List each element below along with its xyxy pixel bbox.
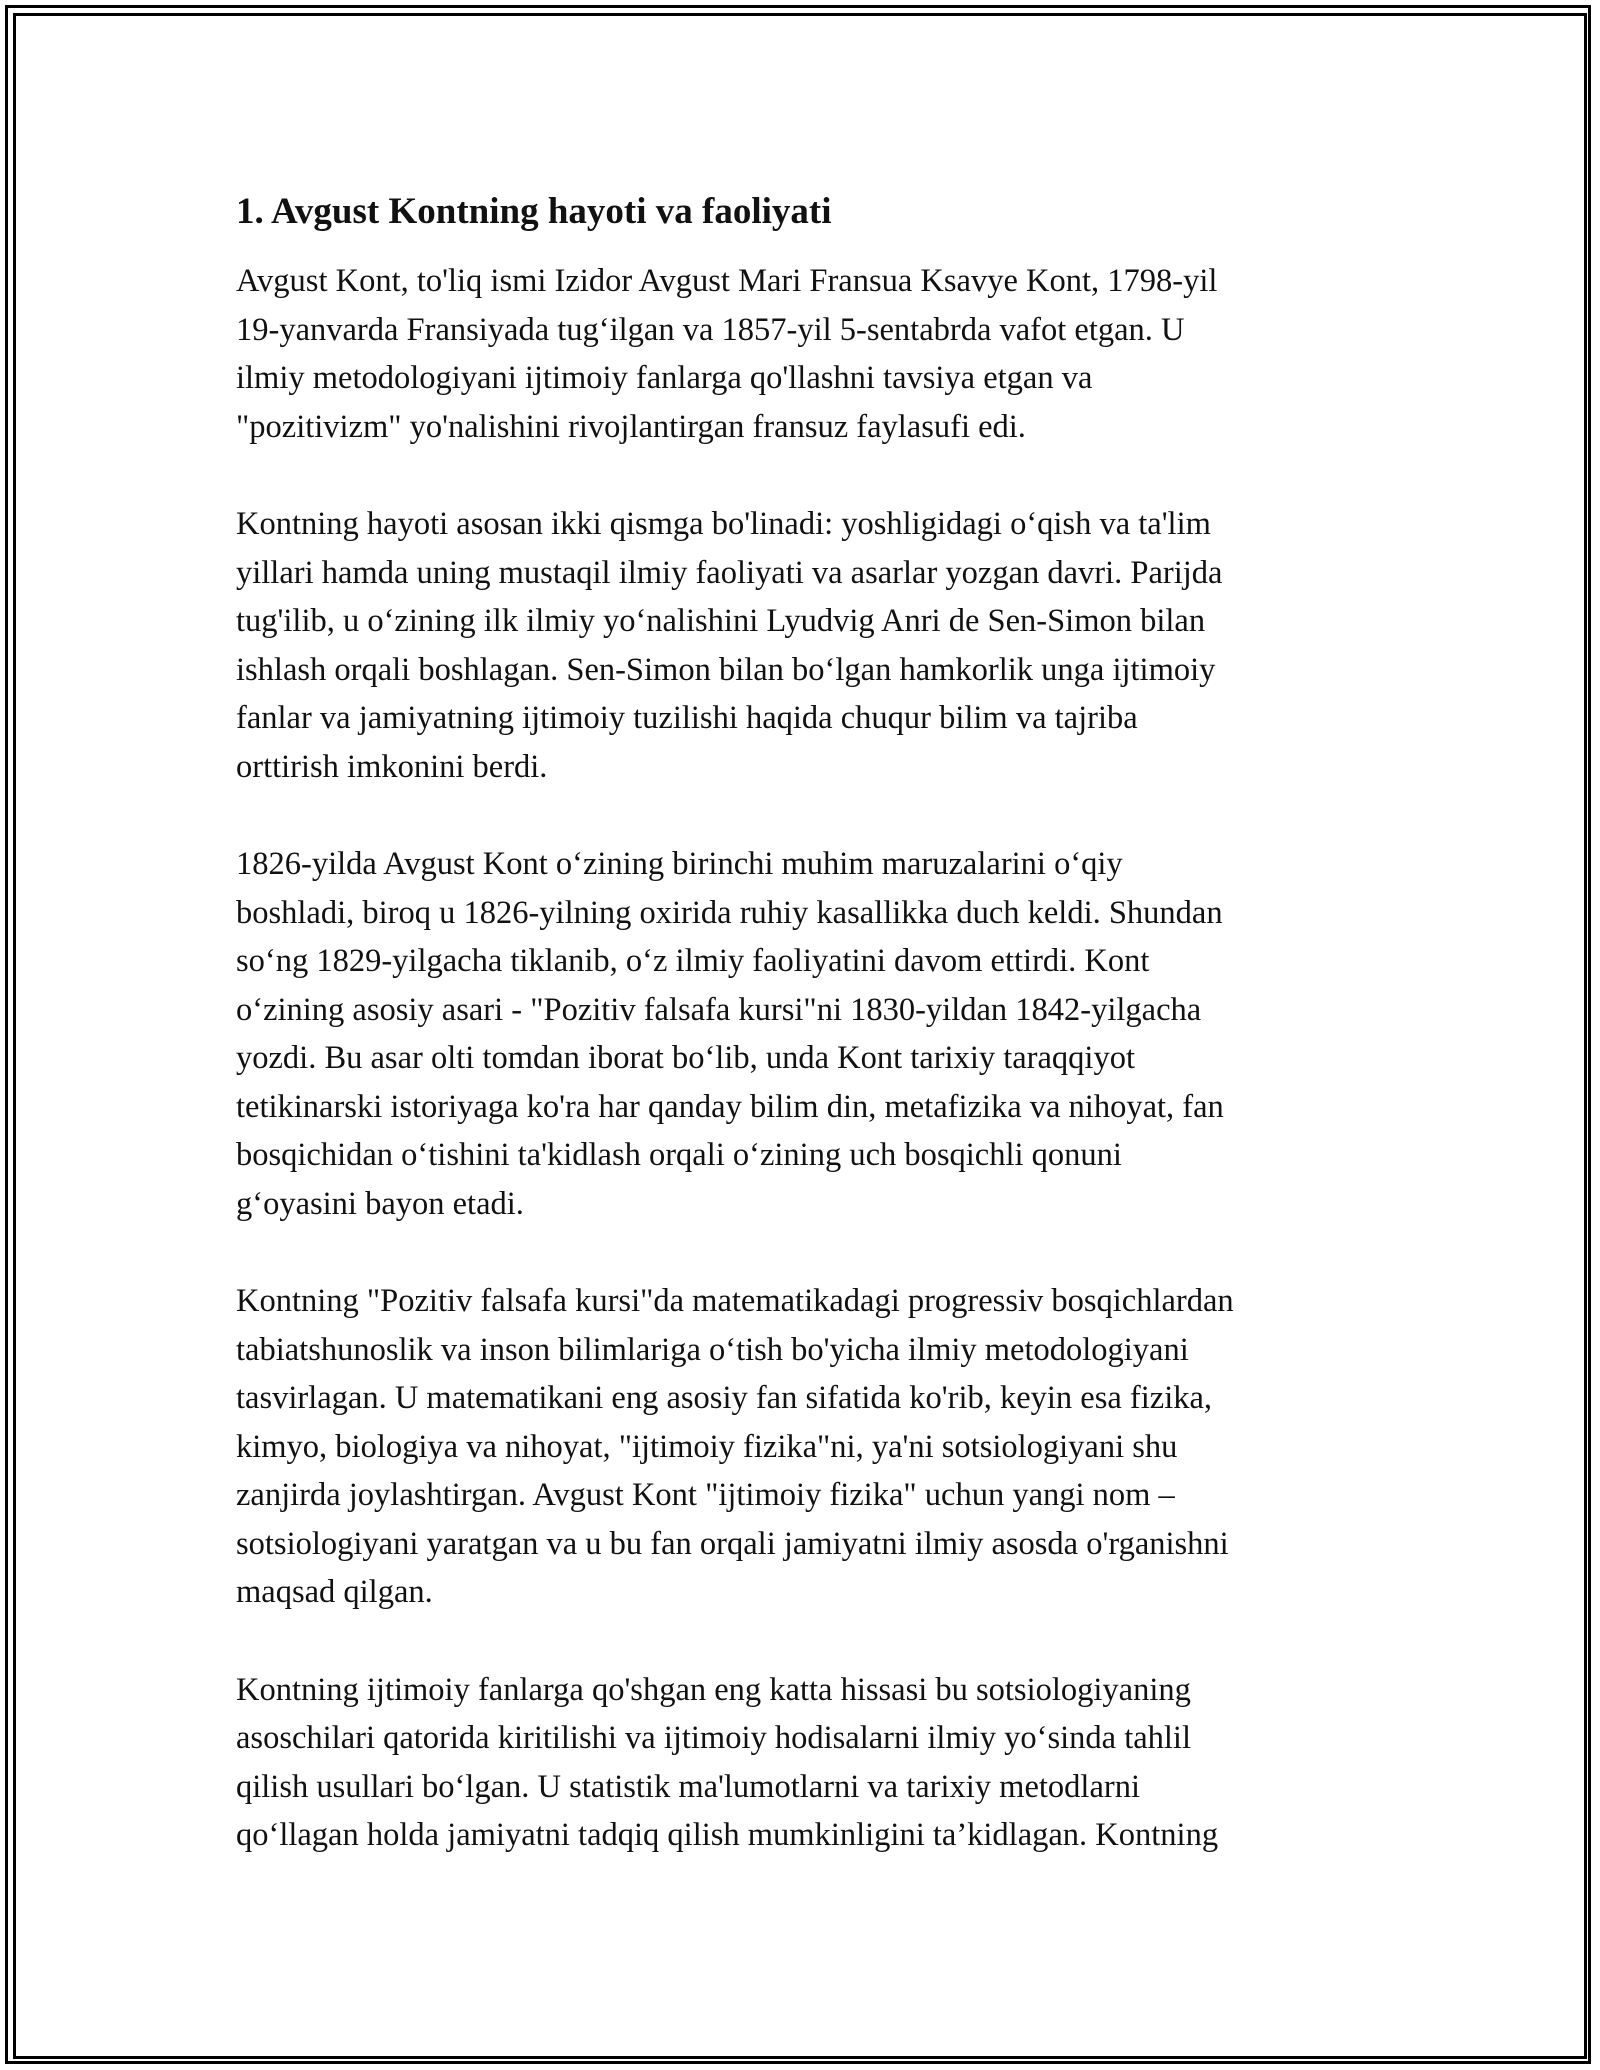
text-line: yozdi. Bu asar olti tomdan iborat bo‘lib, unda Kont tarixiy taraqqiyot <box>236 1040 1135 1076</box>
text-line: 19-yanvarda Fransiyada tug‘ilgan va 1857-yil 5-sentabrda vafot etgan. U <box>236 311 1185 348</box>
text-line: boshladi, biroq u 1826-yilning oxirida ruhiy kasallikka duch keldi. Shundan <box>236 894 1223 931</box>
text-line: Kontning ijtimoiy fanlarga qo'shgan eng katta hissasi bu sotsiologiyaning <box>236 1671 1191 1708</box>
text-line: orttirish imkonini berdi. <box>236 748 548 785</box>
text-line: maqsad qilgan. <box>236 1574 433 1610</box>
text-line: bosqichidan o‘tishini ta'kidlash orqali o‘zining uch bosqichli qonuni <box>236 1137 1122 1173</box>
text-line: tasvirlagan. U matematikani eng asosiy fan sifatida ko'rib, keyin esa fizika, <box>236 1380 1213 1416</box>
text-line: 1826-yilda Avgust Kont o‘zining birinchi muhim maruzalarini o‘qiy <box>236 846 1123 882</box>
text-line: fanlar va jamiyatning ijtimoiy tuzilishi haqida chuqur bilim va tajriba <box>236 700 1138 736</box>
text-line: sotsiologiyani yaratgan va u bu fan orqali jamiyatni ilmiy asosda o'rganishni <box>236 1525 1229 1562</box>
document-body <box>236 188 1376 1909</box>
text-line: tug'ilib, u o‘zining ilk ilmiy yo‘nalishini Lyudvig Anri de Sen-Simon bilan <box>236 603 1206 639</box>
paragraph-2 <box>236 500 1376 791</box>
text-line: Avgust Kont, to'liq ismi Izidor Avgust Mari Fransua Ksavye Kont, 1798-yil <box>236 263 1218 299</box>
text-line: "pozitivizm" yo'nalishini rivojlantirgan fransuz faylasufi edi. <box>236 408 1026 445</box>
text-line: tetikinarski istoriyaga ko'ra har qanday bilim din, metafizika va nihoyat, fan <box>236 1088 1224 1125</box>
text-line: tabiatshunoslik va inson bilimlariga o‘tish bo'yicha ilmiy metodologiyani <box>236 1331 1189 1368</box>
paragraph-1 <box>236 257 1376 451</box>
text-line: yillari hamda uning mustaqil ilmiy faoliyati va asarlar yozgan davri. Parijda <box>236 554 1223 591</box>
text-line: o‘zining asosiy asari - "Pozitiv falsafa kursi"ni 1830-yildan 1842-yilgacha <box>236 991 1202 1028</box>
text-line: kimyo, biologiya va nihoyat, "ijtimoiy fizika"ni, ya'ni sotsiologiyani shu <box>236 1428 1178 1465</box>
text-line: g‘oyasini bayon etadi. <box>236 1185 524 1222</box>
text-line: ishlash orqali boshlagan. Sen-Simon bilan bo‘lgan hamkorlik unga ijtimoiy <box>236 651 1216 688</box>
text-line: ilmiy metodologiyani ijtimoiy fanlarga qo'llashni tavsiya etgan va <box>236 360 1093 396</box>
text-line: zanjirda joylashtirgan. Avgust Kont "ijtimoiy fizika" uchun yangi nom – <box>236 1477 1175 1513</box>
paragraph-3 <box>236 840 1376 1228</box>
section-heading: 1. Avgust Kontning hayoti va faoliyati <box>236 191 832 232</box>
text-line: qo‘llagan holda jamiyatni tadqiq qilish mumkinligini ta’kidlagan. Kontning <box>236 1817 1219 1853</box>
text-line: Kontning hayoti asosan ikki qismga bo'linadi: yoshligidagi o‘qish va ta'lim <box>236 506 1211 542</box>
text-line: qilish usullari bo‘lgan. U statistik ma'lumotlarni va tarixiy metodlarni <box>236 1768 1140 1805</box>
paragraph-5 <box>236 1666 1376 1860</box>
text-line: asoschilari qatorida kiritilishi va ijtimoiy hodisalarni ilmiy yo‘sinda tahlil <box>236 1720 1191 1756</box>
text-line: Kontning "Pozitiv falsafa kursi"da matematikadagi progressiv bosqichlardan <box>236 1283 1234 1319</box>
text-line: so‘ng 1829-yilgacha tiklanib, o‘z ilmiy faoliyatini davom ettirdi. Kont <box>236 943 1150 979</box>
paragraph-4 <box>236 1277 1376 1617</box>
